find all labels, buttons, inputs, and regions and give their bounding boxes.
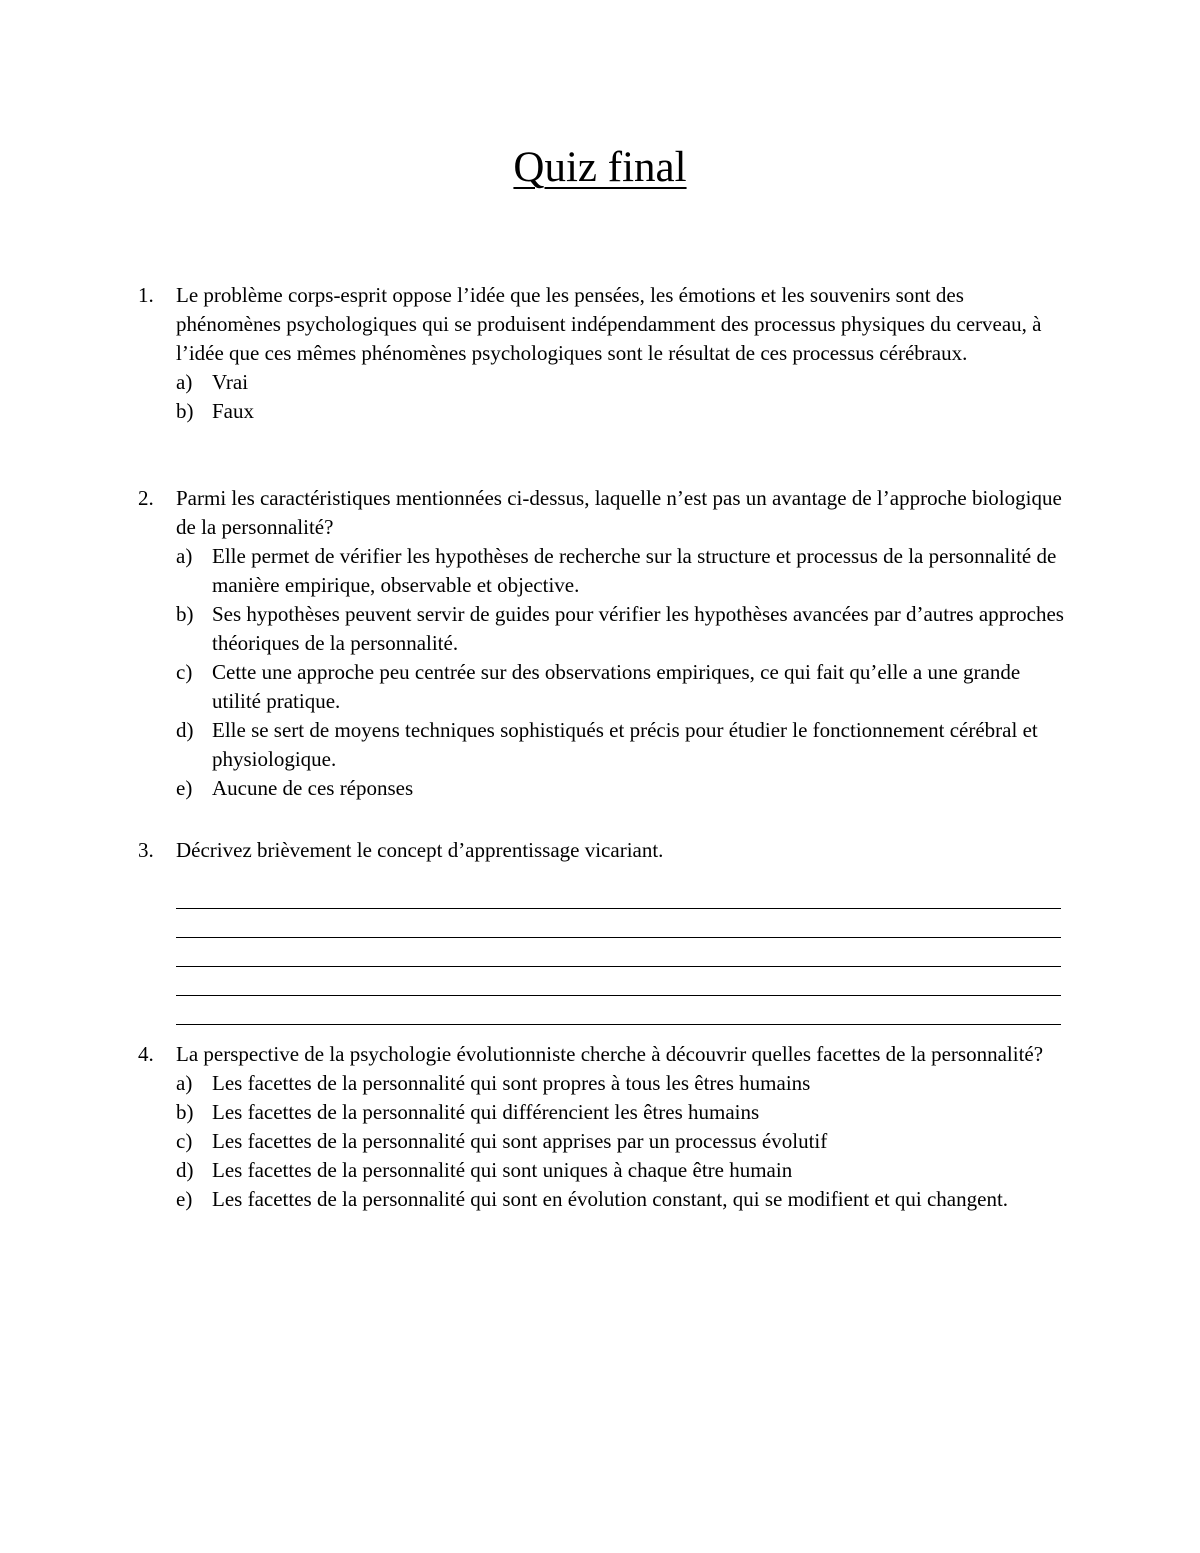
- question-4-text: La perspective de la psychologie évolutionniste cherche à découvrir quelles facettes de la personnalité?: [176, 1042, 1044, 1066]
- option-letter: b): [176, 1100, 194, 1124]
- option-text: Aucune de ces réponses: [212, 776, 414, 800]
- option-letter: e): [176, 776, 193, 800]
- option-text: Ses hypothèses peuvent servir de guides pour vérifier les hypothèses avancées par d’autres approches théoriques de la personnalité.: [212, 602, 1064, 655]
- option-text: Vrai: [212, 370, 249, 394]
- question-1: [138, 281, 1068, 426]
- question-2-option-b: [176, 600, 1068, 658]
- option-text: Les facettes de la personnalité qui différencient les êtres humains: [212, 1100, 760, 1124]
- option-letter: c): [176, 660, 193, 684]
- question-2-option-e: [176, 774, 1068, 803]
- option-letter: b): [176, 602, 194, 626]
- option-text: Faux: [212, 399, 254, 423]
- answer-line: [176, 967, 1061, 996]
- question-4-number: 4.: [138, 1042, 154, 1066]
- answer-area[interactable]: [176, 880, 1068, 1025]
- option-text: Cette une approche peu centrée sur des observations empiriques, ce qui fait qu’elle a une grande utilité pratique.: [212, 660, 1021, 713]
- answer-line: [176, 909, 1061, 938]
- question-1-option-a: [176, 368, 1068, 397]
- question-1-option-b: [176, 397, 1068, 426]
- answer-line: [176, 938, 1061, 967]
- question-2-text: Parmi les caractéristiques mentionnées ci-dessus, laquelle n’est pas un avantage de l’approche biologique de la personnalité?: [176, 486, 1062, 539]
- question-2-option-d: [176, 716, 1068, 774]
- option-text: Les facettes de la personnalité qui sont propres à tous les êtres humains: [212, 1071, 811, 1095]
- page-title: Quiz final: [513, 144, 687, 191]
- answer-line: [176, 880, 1061, 909]
- question-3-text: Décrivez brièvement le concept d’apprentissage vicariant.: [176, 838, 664, 862]
- question-4: [138, 1040, 1068, 1214]
- question-4-row: [138, 1040, 1068, 1069]
- option-text: Elle permet de vérifier les hypothèses de recherche sur la structure et processus de la personnalité de manière empirique, observable et objective.: [212, 544, 1057, 597]
- option-text: Elle se sert de moyens techniques sophistiqués et précis pour étudier le fonctionnement cérébral et physiologique.: [212, 718, 1038, 771]
- option-text: Les facettes de la personnalité qui sont uniques à chaque être humain: [212, 1158, 793, 1182]
- option-letter: e): [176, 1187, 193, 1211]
- option-letter: a): [176, 544, 193, 568]
- question-4-option-b: [176, 1098, 1068, 1127]
- option-letter: a): [176, 1071, 193, 1095]
- question-4-option-e: [176, 1185, 1068, 1214]
- answer-line: [176, 996, 1061, 1025]
- question-1-number: 1.: [138, 283, 154, 307]
- option-letter: d): [176, 718, 194, 742]
- question-2-option-c: [176, 658, 1068, 716]
- option-letter: c): [176, 1129, 193, 1153]
- question-1-row: [138, 281, 1068, 368]
- question-4-option-c: [176, 1127, 1068, 1156]
- option-letter: b): [176, 399, 194, 423]
- option-text: Les facettes de la personnalité qui sont en évolution constant, qui se modifient et qui changent.: [212, 1187, 1009, 1211]
- option-letter: a): [176, 370, 193, 394]
- question-3-number: 3.: [138, 838, 154, 862]
- question-3-row: [138, 836, 1068, 865]
- question-2-row: [138, 484, 1068, 542]
- question-4-option-d: [176, 1156, 1068, 1185]
- option-letter: d): [176, 1158, 194, 1182]
- question-4-option-a: [176, 1069, 1068, 1098]
- question-2-number: 2.: [138, 486, 154, 510]
- question-1-text: Le problème corps-esprit oppose l’idée que les pensées, les émotions et les souvenirs sont des phénomènes psychologiques qui se produisent indépendamment des processus physiques du cerveau, à l’idée que ces mêmes phénomènes psychologiques sont le résultat de ces processus cérébraux.: [176, 283, 1042, 365]
- question-2-option-a: [176, 542, 1068, 600]
- question-2: [138, 484, 1068, 803]
- question-3: [138, 836, 1068, 1025]
- option-text: Les facettes de la personnalité qui sont apprises par un processus évolutif: [212, 1129, 828, 1153]
